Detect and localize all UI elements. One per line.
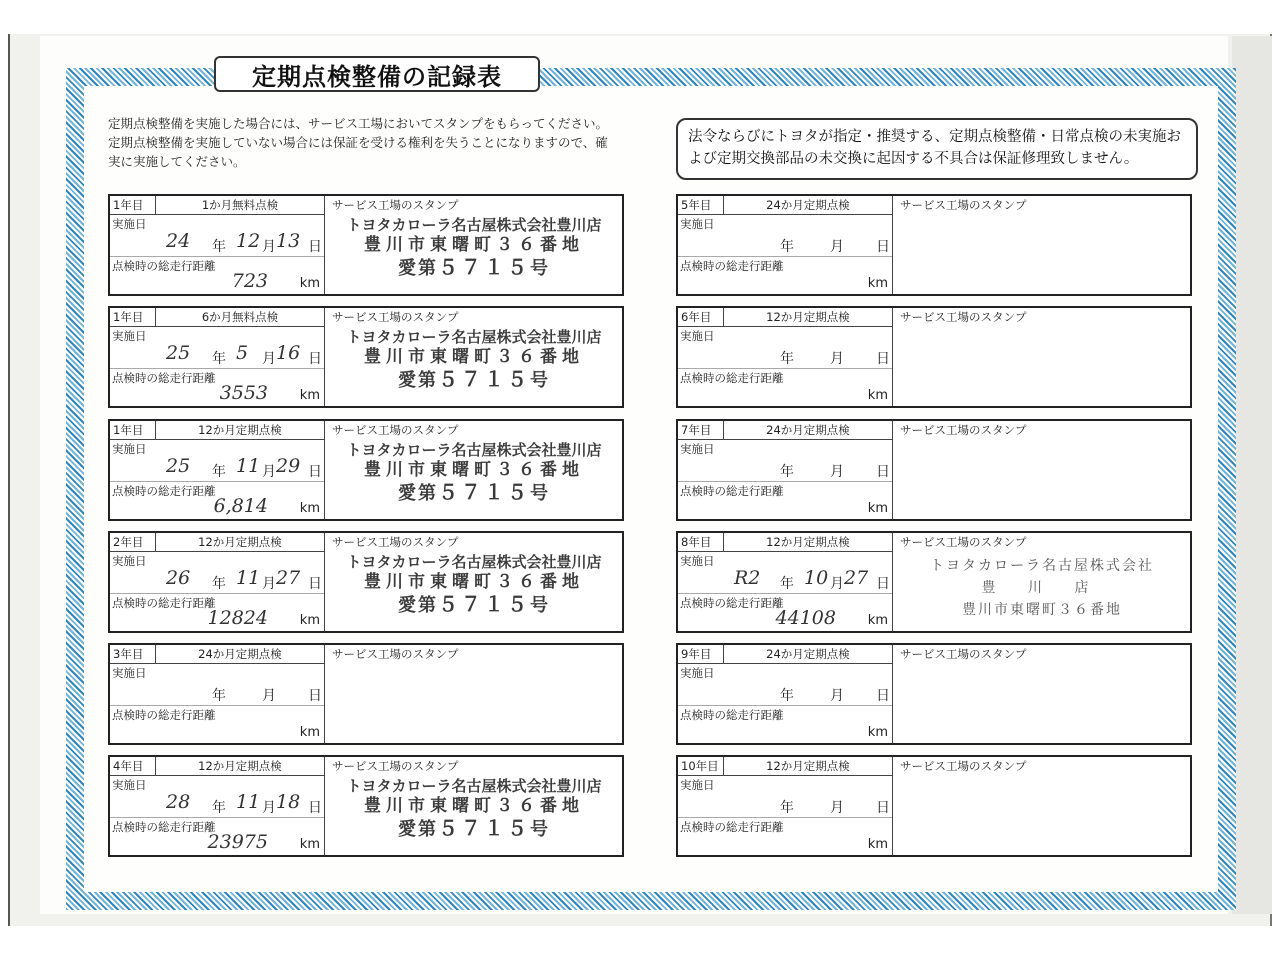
record-info — [110, 757, 325, 855]
day-unit: 日 — [308, 351, 322, 367]
record-type: 6か月無料点検 — [201, 310, 279, 324]
record-info — [678, 533, 893, 631]
month-unit: 月 — [830, 576, 844, 592]
record-type: 12か月定期点検 — [766, 310, 850, 324]
day-unit: 日 — [876, 351, 890, 367]
km-unit: km — [299, 613, 320, 628]
dealer-stamp — [332, 777, 616, 841]
date-year-value: 25 — [166, 342, 191, 364]
record-header — [678, 308, 892, 327]
stamp-label: サービス工場のスタンプ — [332, 310, 459, 324]
date-label: 実施日 — [112, 217, 147, 231]
record-info — [678, 421, 893, 519]
row-divider — [110, 593, 324, 594]
record-type: 24か月定期点検 — [766, 198, 850, 212]
stamp-address: 豊川市東曙町３６番地 — [364, 347, 584, 367]
record-info — [678, 196, 893, 294]
row-divider — [678, 368, 892, 369]
year-unit: 年 — [780, 239, 794, 255]
month-unit: 月 — [262, 239, 276, 255]
record-year: 1年目 — [110, 196, 156, 214]
record-year: 8年目 — [678, 533, 724, 551]
stamp-label: サービス工場のスタンプ — [332, 198, 459, 212]
date-row — [114, 567, 322, 593]
year-unit: 年 — [780, 800, 794, 816]
record-header — [678, 645, 892, 664]
inspection-record — [676, 194, 1192, 296]
record-type: 24か月定期点検 — [766, 647, 850, 661]
date-label: 実施日 — [680, 778, 715, 792]
odometer-label: 点検時の総走行距離 — [112, 484, 216, 498]
odometer-value: 6,814 — [213, 495, 268, 517]
inspection-record — [676, 531, 1192, 633]
record-type: 12か月定期点検 — [766, 759, 850, 773]
year-unit: 年 — [212, 576, 226, 592]
year-unit: 年 — [780, 351, 794, 367]
odometer-value: 12824 — [207, 607, 268, 629]
row-divider — [678, 256, 892, 257]
row-divider — [110, 481, 324, 482]
inspection-record — [676, 643, 1192, 745]
record-year: 4年目 — [110, 757, 156, 775]
record-type: 12か月定期点検 — [198, 423, 282, 437]
odometer-label: 点検時の総走行距離 — [112, 371, 216, 385]
row-divider — [678, 481, 892, 482]
record-header — [110, 757, 324, 776]
record-type: 12か月定期点検 — [198, 759, 282, 773]
record-header — [110, 308, 324, 327]
km-unit: km — [299, 501, 320, 516]
record-header — [678, 757, 892, 776]
stamp-branch: 豊 川 店 — [981, 580, 1103, 596]
stamp-registration: 愛第５７１５号 — [398, 255, 550, 279]
intro-text: 定期点検整備を実施した場合には、サービス工場においてスタンプをもらってください。定期点検整備を実施していない場合には保証を受ける権利を失うことになりますので、確実に実施してください。 — [108, 116, 609, 169]
month-unit: 月 — [830, 688, 844, 704]
date-label: 実施日 — [112, 442, 147, 456]
month-unit: 月 — [262, 576, 276, 592]
km-unit: km — [867, 276, 888, 291]
record-info — [110, 421, 325, 519]
date-row — [682, 795, 888, 817]
row-divider — [678, 705, 892, 706]
stamp-registration: 愛第５７１５号 — [398, 367, 550, 391]
inspection-record — [108, 755, 624, 857]
odometer-label: 点検時の総走行距離 — [112, 820, 216, 834]
day-unit: 日 — [876, 464, 890, 480]
km-unit: km — [867, 837, 888, 852]
stamp-label: サービス工場のスタンプ — [900, 198, 1027, 212]
stamp-dealer-name: トヨタカローラ名古屋株式会社豊川店 — [346, 441, 602, 459]
date-month-value: 12 — [236, 230, 261, 252]
inspection-record — [676, 755, 1192, 857]
month-unit: 月 — [262, 688, 276, 704]
date-year-value: 26 — [166, 567, 191, 589]
stamp-address: 豊川市東曙町３６番地 — [962, 602, 1122, 618]
km-unit: km — [299, 837, 320, 852]
year-unit: 年 — [212, 239, 226, 255]
record-year: 1年目 — [110, 308, 156, 326]
odometer-label: 点検時の総走行距離 — [680, 596, 784, 610]
odometer-value: 723 — [231, 270, 268, 292]
date-label: 実施日 — [680, 442, 715, 456]
stamp-label: サービス工場のスタンプ — [332, 647, 459, 661]
record-info — [110, 645, 325, 743]
day-unit: 日 — [308, 576, 322, 592]
record-info — [678, 757, 893, 855]
warranty-notice: 法令ならびにトヨタが指定・推奨する、定期点検整備・日常点検の未実施および定期交換部品の未交換に起因する不具合は保証修理致しません。 — [676, 118, 1198, 180]
record-year: 6年目 — [678, 308, 724, 326]
date-row — [114, 230, 322, 256]
day-unit: 日 — [876, 239, 890, 255]
date-year-value: R2 — [734, 567, 761, 589]
date-day-value: 13 — [276, 230, 301, 252]
stamp-dealer-name: トヨタカローラ名古屋株式会社豊川店 — [346, 777, 602, 795]
record-info — [678, 308, 893, 406]
next-page-edge — [1232, 36, 1272, 914]
year-unit: 年 — [212, 351, 226, 367]
date-month-value: 11 — [236, 455, 261, 477]
stamp-label: サービス工場のスタンプ — [900, 423, 1027, 437]
date-row — [114, 342, 322, 368]
inspection-record — [108, 531, 624, 633]
record-year: 9年目 — [678, 645, 724, 663]
record-header — [678, 533, 892, 552]
date-label: 実施日 — [112, 554, 147, 568]
date-day-value: 16 — [276, 342, 301, 364]
record-year: 2年目 — [110, 533, 156, 551]
date-year-value: 28 — [166, 791, 191, 813]
row-divider — [110, 817, 324, 818]
km-unit: km — [867, 501, 888, 516]
odometer-label: 点検時の総走行距離 — [112, 596, 216, 610]
year-unit: 年 — [212, 464, 226, 480]
date-row — [114, 455, 322, 481]
month-unit: 月 — [830, 351, 844, 367]
year-unit: 年 — [212, 800, 226, 816]
date-row — [114, 791, 322, 817]
stamp-label: サービス工場のスタンプ — [900, 759, 1027, 773]
record-type: 12か月定期点検 — [766, 535, 850, 549]
inspection-record — [108, 643, 624, 745]
day-unit: 日 — [308, 464, 322, 480]
record-header — [110, 533, 324, 552]
date-row — [682, 683, 888, 705]
record-type: 12か月定期点検 — [198, 535, 282, 549]
date-label: 実施日 — [680, 554, 715, 568]
dealer-stamp — [332, 553, 616, 617]
year-unit: 年 — [780, 576, 794, 592]
date-row — [682, 567, 890, 593]
km-unit: km — [299, 276, 320, 291]
date-label: 実施日 — [680, 329, 715, 343]
month-unit: 月 — [262, 351, 276, 367]
day-unit: 日 — [308, 239, 322, 255]
dealer-stamp — [332, 441, 616, 505]
stamp-address: 豊川市東曙町３６番地 — [364, 572, 584, 592]
inspection-record — [108, 306, 624, 408]
stamp-address: 豊川市東曙町３６番地 — [364, 235, 584, 255]
record-year: 1年目 — [110, 421, 156, 439]
month-unit: 月 — [262, 800, 276, 816]
day-unit: 日 — [876, 800, 890, 816]
day-unit: 日 — [308, 688, 322, 704]
day-unit: 日 — [876, 576, 890, 592]
inspection-record — [676, 419, 1192, 521]
date-day-value: 27 — [844, 567, 869, 589]
stamp-label: サービス工場のスタンプ — [900, 535, 1027, 549]
stamp-address: 豊川市東曙町３６番地 — [364, 796, 584, 816]
stamp-dealer-name: トヨタカローラ名古屋株式会社豊川店 — [346, 553, 602, 571]
date-month-value: 11 — [236, 567, 261, 589]
month-unit: 月 — [262, 464, 276, 480]
date-year-value: 24 — [166, 230, 191, 252]
date-day-value: 27 — [276, 567, 301, 589]
stamp-registration: 愛第５７１５号 — [398, 816, 550, 840]
dealer-stamp — [332, 328, 616, 392]
date-row — [682, 459, 888, 481]
date-label: 実施日 — [112, 329, 147, 343]
record-info — [110, 196, 325, 294]
date-label: 実施日 — [112, 666, 147, 680]
inspection-record — [108, 419, 624, 521]
km-unit: km — [299, 725, 320, 740]
record-type: 24か月定期点検 — [198, 647, 282, 661]
record-header — [110, 421, 324, 440]
inspection-record — [108, 194, 624, 296]
inspection-record — [676, 306, 1192, 408]
stamp-label: サービス工場のスタンプ — [332, 759, 459, 773]
row-divider — [110, 705, 324, 706]
date-row — [114, 683, 320, 705]
stamp-dealer-name: トヨタカローラ名古屋株式会社 — [930, 558, 1154, 574]
odometer-label: 点検時の総走行距離 — [112, 259, 216, 273]
odometer-label: 点検時の総走行距離 — [680, 371, 784, 385]
odometer-value: 23975 — [207, 831, 268, 853]
month-unit: 月 — [830, 464, 844, 480]
record-header — [678, 421, 892, 440]
date-row — [682, 234, 888, 256]
row-divider — [110, 368, 324, 369]
stamp-registration: 愛第５７１５号 — [398, 480, 550, 504]
km-unit: km — [867, 388, 888, 403]
record-year: 7年目 — [678, 421, 724, 439]
year-unit: 年 — [780, 688, 794, 704]
record-info — [110, 308, 325, 406]
year-unit: 年 — [212, 688, 226, 704]
record-header — [110, 196, 324, 215]
stamp-registration: 愛第５７１５号 — [398, 592, 550, 616]
odometer-label: 点検時の総走行距離 — [680, 820, 784, 834]
record-info — [678, 645, 893, 743]
stamp-label: サービス工場のスタンプ — [900, 647, 1027, 661]
date-label: 実施日 — [680, 217, 715, 231]
day-unit: 日 — [308, 800, 322, 816]
record-type: 24か月定期点検 — [766, 423, 850, 437]
km-unit: km — [867, 613, 888, 628]
odometer-label: 点検時の総走行距離 — [680, 259, 784, 273]
date-month-value: 11 — [236, 791, 261, 813]
page-title: 定期点検整備の記録表 — [214, 56, 540, 92]
dealer-stamp-alt — [900, 555, 1184, 621]
record-header — [678, 196, 892, 215]
dealer-stamp — [332, 216, 616, 280]
record-year: 10年目 — [678, 757, 724, 775]
month-unit: 月 — [830, 800, 844, 816]
record-year: 3年目 — [110, 645, 156, 663]
date-label: 実施日 — [112, 778, 147, 792]
day-unit: 日 — [876, 688, 890, 704]
stamp-label: サービス工場のスタンプ — [900, 310, 1027, 324]
date-row — [682, 346, 888, 368]
record-type: 1か月無料点検 — [201, 198, 279, 212]
row-divider — [678, 593, 892, 594]
odometer-label: 点検時の総走行距離 — [680, 484, 784, 498]
date-year-value: 25 — [166, 455, 191, 477]
date-month-value: 5 — [236, 342, 249, 364]
odometer-value: 3553 — [219, 382, 268, 404]
month-unit: 月 — [830, 239, 844, 255]
row-divider — [110, 256, 324, 257]
stamp-label: サービス工場のスタンプ — [332, 423, 459, 437]
stamp-dealer-name: トヨタカローラ名古屋株式会社豊川店 — [346, 216, 602, 234]
stamp-address: 豊川市東曙町３６番地 — [364, 460, 584, 480]
km-unit: km — [299, 388, 320, 403]
odometer-label: 点検時の総走行距離 — [680, 708, 784, 722]
record-year: 5年目 — [678, 196, 724, 214]
row-divider — [678, 817, 892, 818]
record-header — [110, 645, 324, 664]
odometer-label: 点検時の総走行距離 — [112, 708, 216, 722]
stamp-label: サービス工場のスタンプ — [332, 535, 459, 549]
date-label: 実施日 — [680, 666, 715, 680]
odometer-value: 44108 — [775, 607, 836, 629]
date-month-value: 10 — [804, 567, 829, 589]
km-unit: km — [867, 725, 888, 740]
year-unit: 年 — [780, 464, 794, 480]
date-day-value: 18 — [276, 791, 301, 813]
stamp-dealer-name: トヨタカローラ名古屋株式会社豊川店 — [346, 328, 602, 346]
date-day-value: 29 — [276, 455, 301, 477]
record-info — [110, 533, 325, 631]
